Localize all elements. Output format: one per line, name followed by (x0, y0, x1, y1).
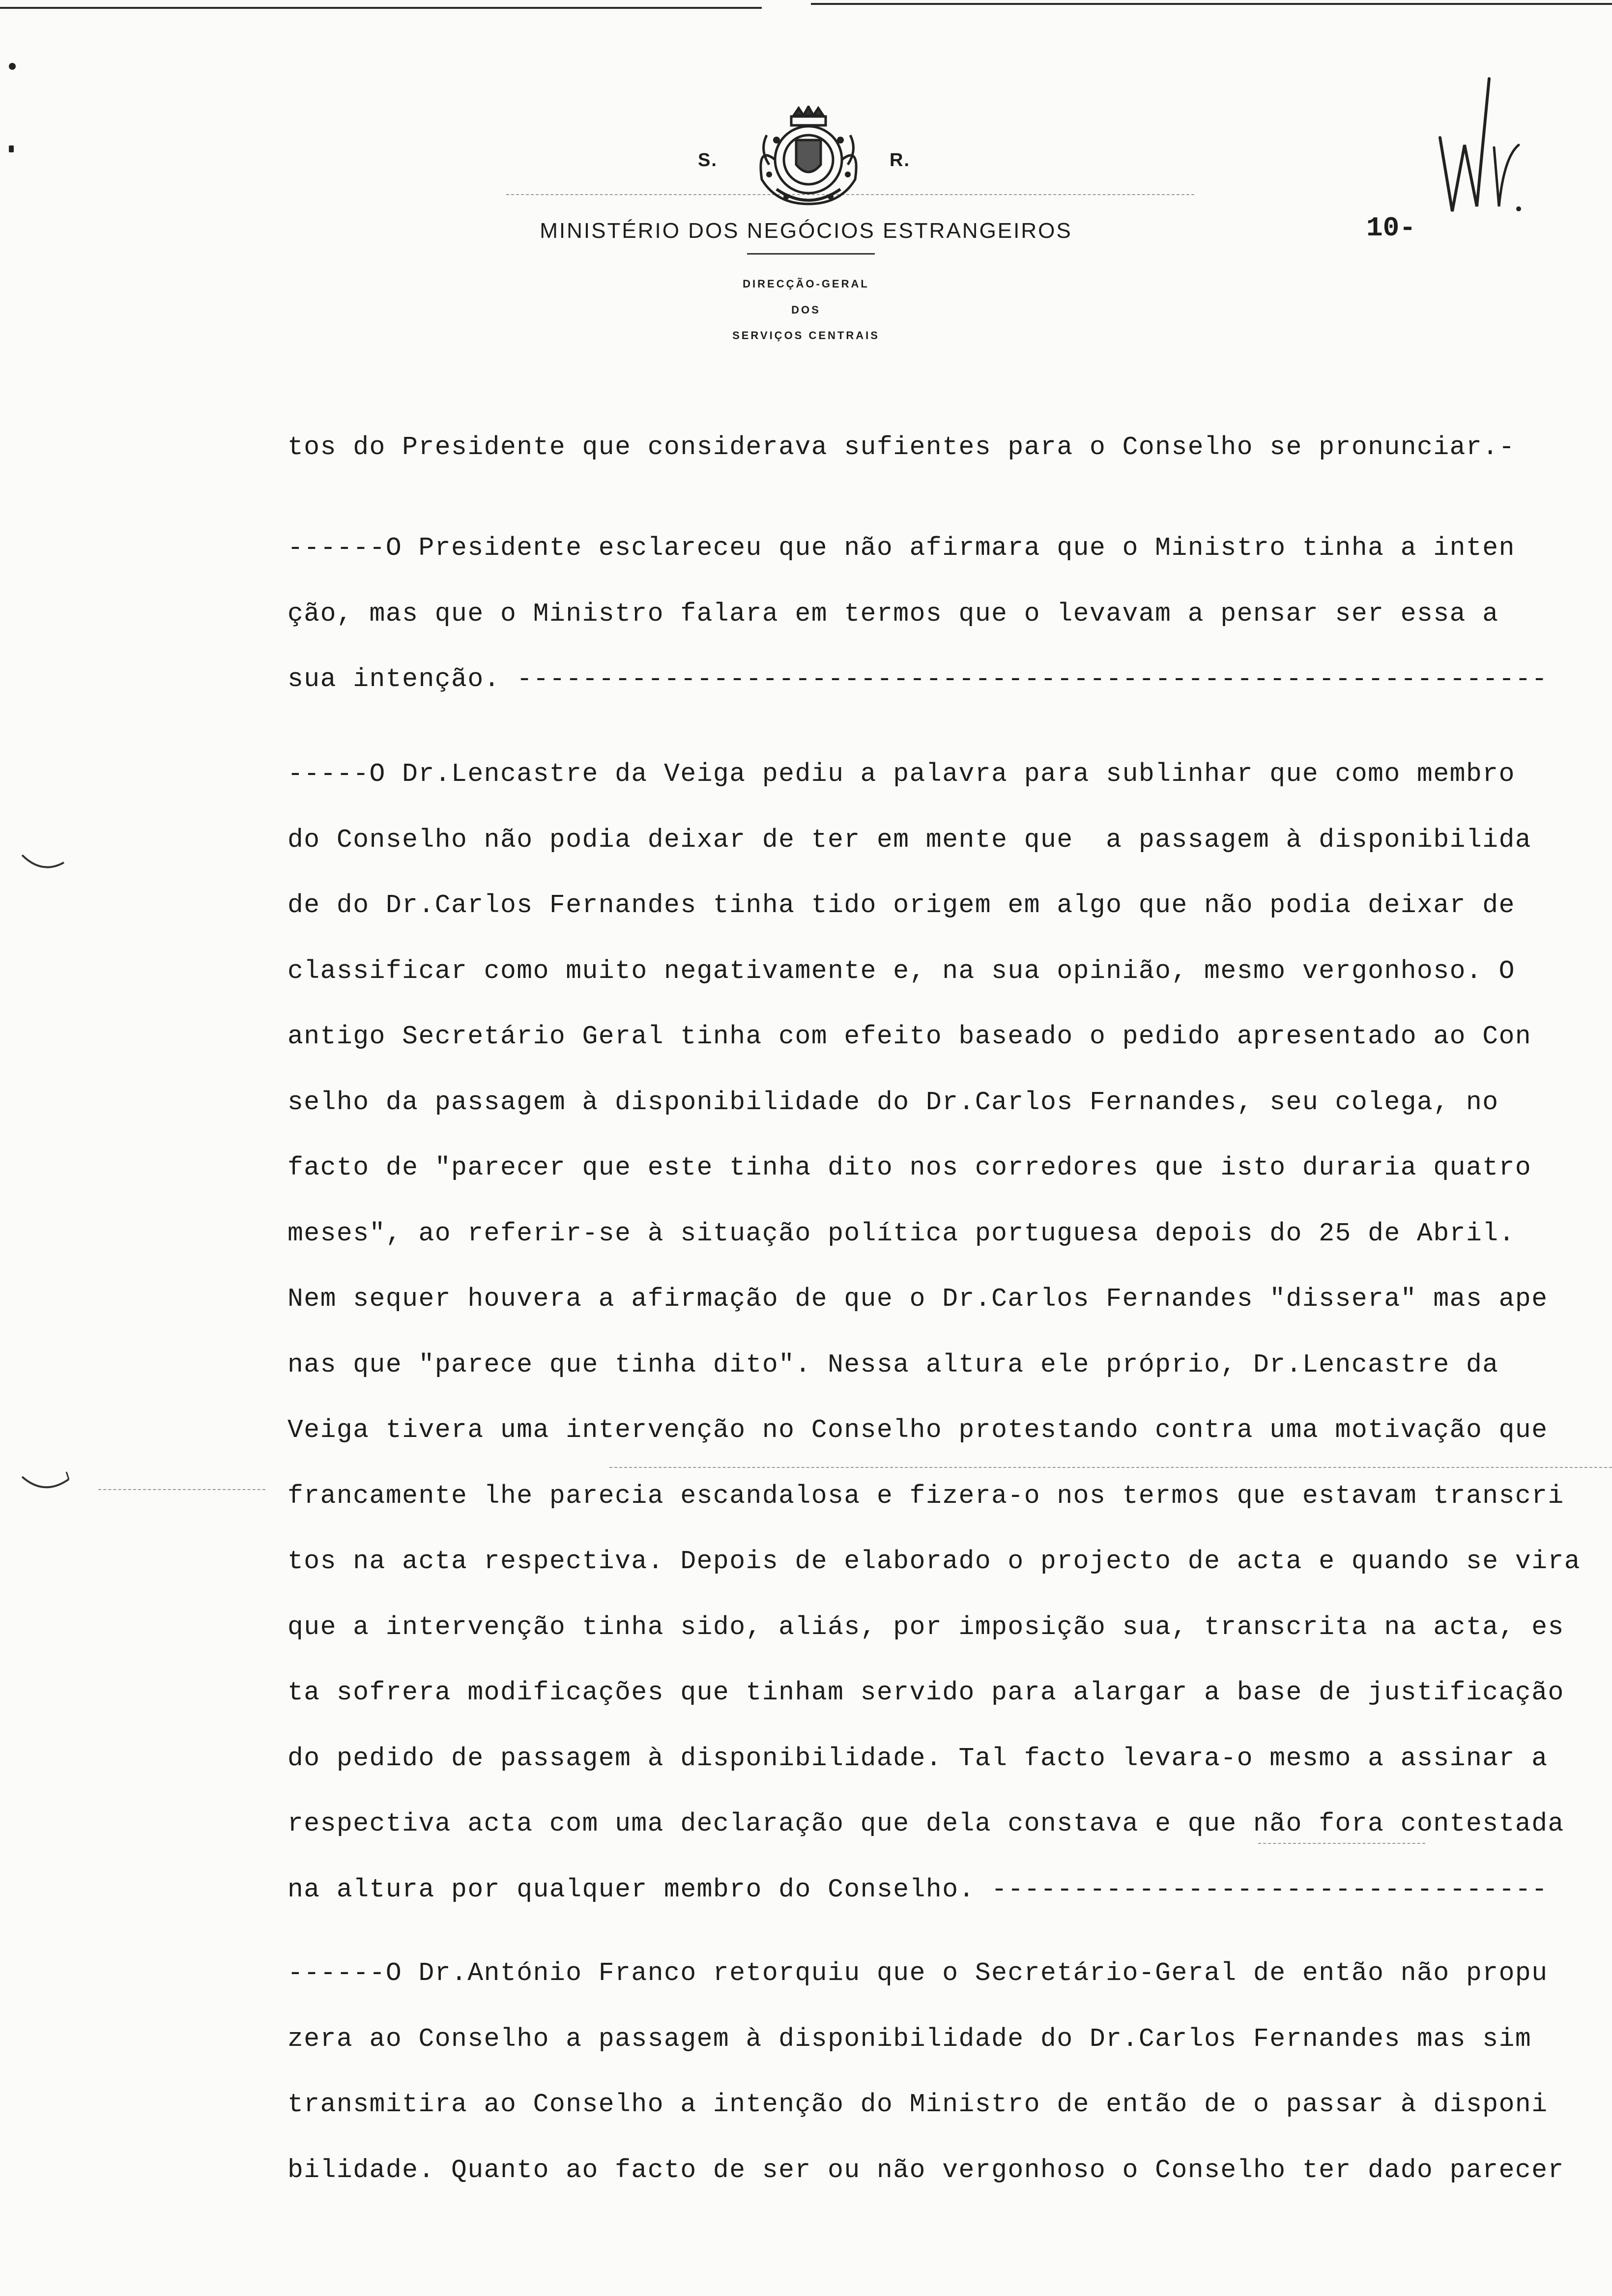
text-line: meses", ao referir-se à situação política portuguesa depois do 25 de Abril. (288, 1218, 1515, 1248)
margin-bracket-mark (20, 850, 69, 880)
page-number: 10- (1366, 212, 1416, 244)
text-line: ------O Dr.António Franco retorquiu que o Secretário-Geral de então não propu (288, 1958, 1548, 1988)
text-line: ta sofrera modificações que tinham servido para alargar a base de justificação (288, 1678, 1564, 1707)
text-line: tos do Presidente que considerava sufientes para o Conselho se pronunciar.- (288, 432, 1515, 462)
text-line: ção, mas que o Ministro falara em termos que o levavam a pensar ser essa a (288, 599, 1499, 629)
text-line: selho da passagem à disponibilidade do Dr.Carlos Fernandes, seu colega, no (288, 1087, 1499, 1117)
text-line: Veiga tivera uma intervenção no Conselho protestando contra uma motivação que (288, 1415, 1548, 1445)
department-line-3: SERVIÇOS CENTRAIS (732, 329, 880, 342)
scan-top-rule-left (0, 7, 762, 9)
text-line: zera ao Conselho a passagem à disponibilidade do Dr.Carlos Fernandes mas sim (288, 2024, 1532, 2054)
ministry-name: MINISTÉRIO DOS NEGÓCIOS ESTRANGEIROS (540, 219, 1072, 243)
text-line: do Conselho não podia deixar de ter em mente que a passagem à disponibilida (288, 825, 1532, 855)
text-line: facto de "parecer que este tinha dito nos corredores que isto duraria quatro (288, 1153, 1532, 1182)
text-line: -----O Dr.Lencastre da Veiga pediu a palavra para sublinhar que como membro (288, 759, 1515, 789)
text-line: do pedido de passagem à disponibilidade. Tal facto levara-o mesmo a assinar a (288, 1743, 1548, 1773)
text-line: respectiva acta com uma declaração que dela constava e que não fora contestada (288, 1809, 1564, 1838)
text-line: Nem sequer houvera a afirmação de que o Dr.Carlos Fernandes "dissera" mas ape (288, 1284, 1548, 1314)
text-line: na altura por qualquer membro do Conselho. ---------------------------------- (288, 1874, 1548, 1904)
letterhead-right-initial: R. (890, 150, 910, 171)
coat-of-arms-icon (747, 106, 870, 214)
scan-speck (9, 145, 14, 152)
text-line: antigo Secretário Geral tinha com efeito baseado o pedido apresentado ao Con (288, 1022, 1532, 1051)
scan-speck (9, 63, 16, 70)
text-line: classificar como muito negativamente e, na sua opinião, mesmo vergonhoso. O (288, 956, 1515, 986)
text-line: que a intervenção tinha sido, aliás, por imposição sua, transcrita na acta, es (288, 1612, 1564, 1642)
scan-dash-line (1258, 1843, 1425, 1844)
department-line-2: DOS (791, 304, 821, 316)
letterhead-left-initial: S. (698, 150, 718, 171)
scan-top-rule-right (811, 3, 1612, 5)
text-line: ------O Presidente esclareceu que não afirmara que o Ministro tinha a inten (288, 533, 1515, 563)
margin-bracket-mark (20, 1469, 74, 1504)
text-line: bilidade. Quanto ao facto de ser ou não vergonhoso o Conselho ter dado parecer (288, 2155, 1564, 2185)
department-line-1: DIRECÇÃO-GERAL (743, 278, 869, 290)
handwritten-initials (1425, 59, 1524, 216)
text-line: transmitira ao Conselho a intenção do Ministro de então de o passar à disponi (288, 2090, 1548, 2119)
text-line: francamente lhe parecia escandalosa e fizera-o nos termos que estavam transcri (288, 1481, 1564, 1511)
text-line: nas que "parece que tinha dito". Nessa altura ele próprio, Dr.Lencastre da (288, 1349, 1499, 1379)
text-line: sua intenção. --------------------------------------------------------------- (288, 664, 1548, 694)
text-line: de do Dr.Carlos Fernandes tinha tido origem em algo que não podia deixar de (288, 890, 1515, 920)
scan-dash-line (609, 1467, 1612, 1468)
ministry-underline (747, 253, 875, 255)
scan-dash-line (98, 1489, 265, 1490)
text-line: tos na acta respectiva. Depois de elaborado o projecto de acta e quando se vira (288, 1547, 1581, 1576)
